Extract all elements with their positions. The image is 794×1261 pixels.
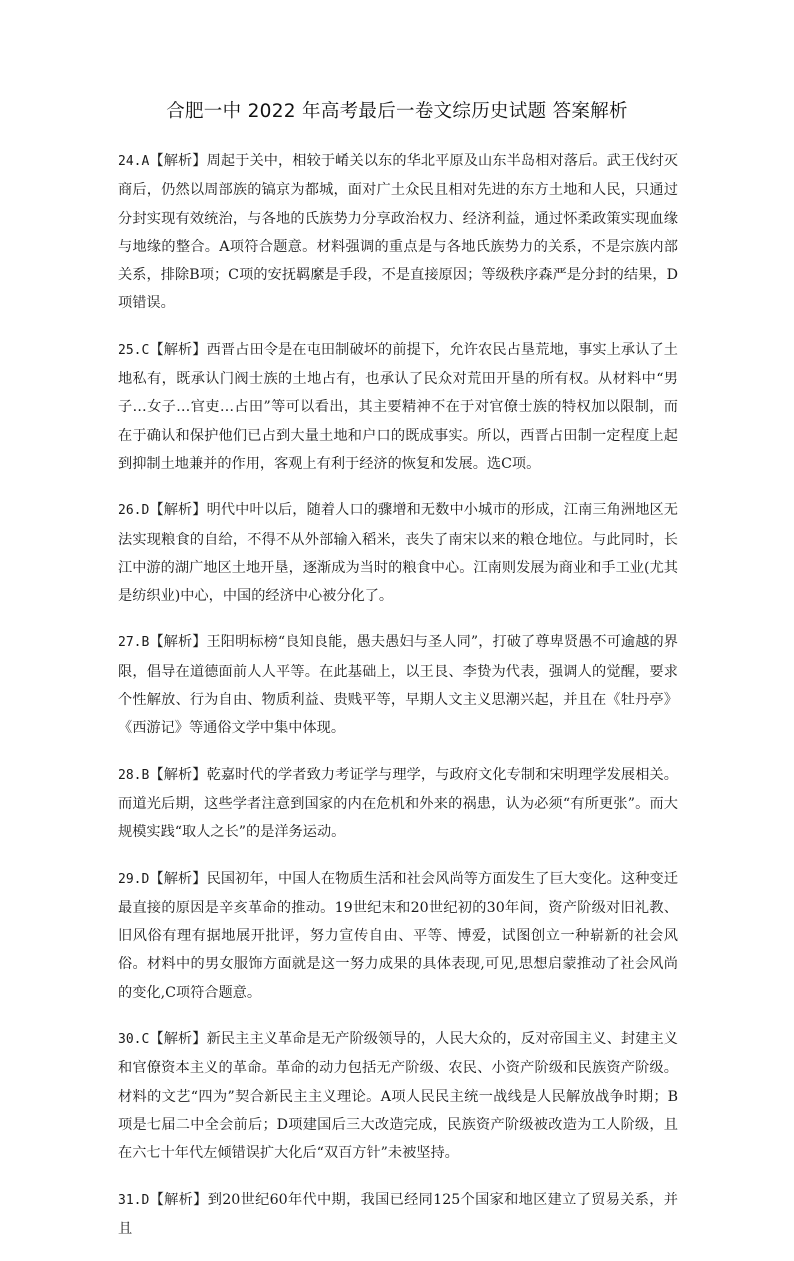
answer-29: [118, 865, 678, 1007]
answer-27: [118, 628, 678, 742]
answer-number: 24.A: [118, 154, 150, 169]
answer-number: 30.C: [118, 1032, 150, 1048]
answer-26: [118, 496, 678, 610]
answer-number: 28.B: [118, 767, 150, 783]
answer-number: 26.D: [118, 503, 150, 519]
answer-text: 明代中叶以后，随着人口的骤增和无数中小城市的形成，江南三角洲地区无法实现粮食的自给，不得不从外部输入稻米，丧失了南宋以来的粮仓地位。与此同时，长江中游的湖广地区土地开垦，逐渐成为当时的粮食中心。江南则发展为商业和手工业(尤其是纺织业)中心，中国的经济中心被分化了。: [118, 502, 678, 605]
answer-text: 乾嘉时代的学者致力考证学与理学，与政府文化专制和宋明理学发展相关。而道光后期，这些学者注意到国家的内在危机和外来的祸患，认为必须“有所更张”。而大规模实践“取人之长”的是洋务运动。: [118, 766, 678, 841]
answer-text: 新民主主义革命是无产阶级领导的，人民大众的，反对帝国主义、封建主义和官僚资本主义的革命。革命的动力包括无产阶级、农民、小资产阶级和民族资产阶级。材料的文艺“四为”契合新民主主义理论。A项人民民主统一战线是人民解放战争时期；B项是七届二中全会前后；D项建国后三大改造完成，民族资产阶级被改造为工人阶级，且在六七十年代左倾错误扩大化后“双百方针”未被坚持。: [118, 1031, 678, 1162]
analysis-tag: 【解析】: [149, 502, 207, 519]
answer-list: [118, 147, 678, 1261]
answer-text: 到20世纪60年代中期，我国已经同125个国家和地区建立了贸易关系，并且: [118, 1191, 678, 1237]
answer-25: [118, 336, 678, 478]
answer-number: 31.D: [118, 1192, 150, 1208]
answer-24: [118, 147, 678, 318]
analysis-tag: 【解析】: [149, 766, 207, 783]
answer-text: 西晋占田令是在屯田制破坏的前提下，允许农民占垦荒地，事实上承认了土地私有，既承认门阀士族的土地占有，也承认了民众对荒田开垦的所有权。从材料中“男子…女子…官吏…占田”等可以看出，其主要精神不在于对官僚士族的特权加以限制，而在于确认和保护他们已占到大量土地和户口的既成事实。所以，西晋占田制一定程度上起到抑制土地兼并的作用，客观上有利于经济的恢复和发展。选C项。: [118, 341, 678, 472]
page-title: 合肥一中 2022 年高考最后一卷文综历史试题 答案解析: [166, 101, 628, 122]
analysis-tag: 【解析】: [149, 341, 207, 358]
answer-30: [118, 1025, 678, 1167]
answer-text: 周起于关中，相较于崤关以东的华北平原及山东半岛相对落后。武王伐纣灭商后，仍然以周部族的镐京为都城，面对广土众民且相对先进的东方土地和人民，只通过分封实现有效统治，与各地的氏族势力分享政治权力、经济利益，通过怀柔政策实现血缘与地缘的整合。A项符合题意。材料强调的重点是与各地氏族势力的关系，不是宗族内部关系，排除B项；C项的安抚羁縻是手段，不是直接原因；等级秩序森严是分封的结果，D项错误。: [118, 153, 678, 312]
answer-text: 王阳明标榜“良知良能，愚夫愚妇与圣人同”，打破了尊卑贤愚不可逾越的界限，倡导在道德面前人人平等。在此基础上，以王艮、李贽为代表，强调人的觉醒，要求个性解放、行为自由、物质利益、贵贱平等，早期人文主义思潮兴起，并且在《牡丹亭》《西游记》等通俗文学中集中体现。: [118, 634, 678, 737]
analysis-tag: 【解析】: [149, 1031, 207, 1048]
answer-number: 27.B: [118, 635, 150, 651]
analysis-tag: 【解析】: [149, 1191, 208, 1208]
analysis-tag: 【解析】: [149, 634, 207, 651]
analysis-tag: 【解析】: [149, 153, 207, 169]
analysis-tag: 【解析】: [149, 870, 207, 887]
answer-31: [118, 1186, 678, 1244]
answer-28: [118, 761, 678, 847]
answer-number: 25.C: [118, 342, 150, 358]
answer-number: 29.D: [118, 871, 150, 887]
answer-text: 民国初年，中国人在物质生活和社会风尚等方面发生了巨大变化。这种变迁最直接的原因是辛亥革命的推动。19世纪末和20世纪初的30年间，资产阶级对旧礼教、旧风俗有理有据地展开批评，努力宣传自由、平等、博爱，试图创立一种崭新的社会风俗。材料中的男女服饰方面就是这一努力成果的具体表现,可见,思想启蒙推动了社会风尚的变化,C项符合题意。: [118, 870, 678, 1001]
